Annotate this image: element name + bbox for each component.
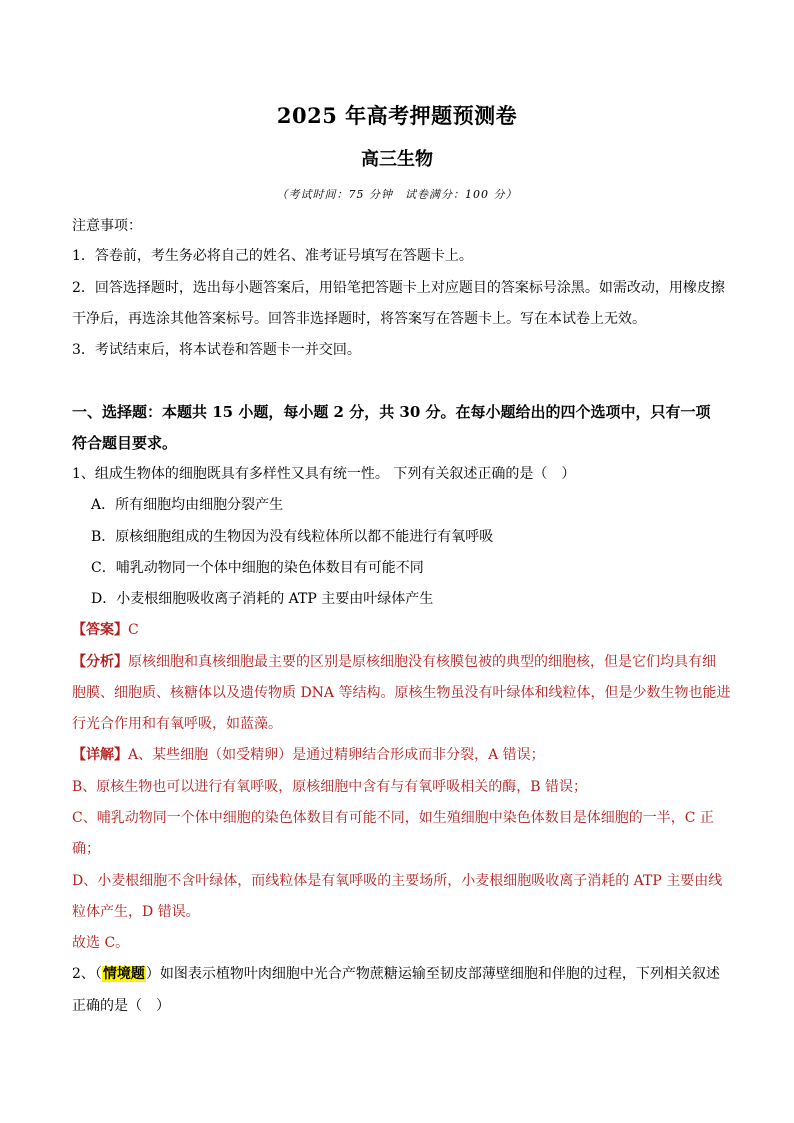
detail-line-2: B、原核生物也可以进行有氧呼吸，原核细胞中含有与有氧呼吸相关的酶，B 错误； xyxy=(72,779,588,795)
analysis-text-1: 原核细胞和真核细胞最主要的区别是原核细胞没有核膜包被的典型的细胞核，但是它们均具有细 xyxy=(128,654,716,670)
note-item-2-cont: 干净后，再选涂其他答案标号。回答非选择题时，将答案写在答题卡上。写在本试卷上无效。 xyxy=(72,311,646,327)
question-1-option-a: A．所有细胞均由细胞分裂产生 xyxy=(91,497,284,513)
answer-line xyxy=(72,620,139,640)
detail-line-4: 确； xyxy=(72,841,100,857)
detail-line-6: 粒体产生，D 错误。 xyxy=(72,904,200,920)
detail-text-1: A、某些细胞（如受精卵）是通过精卵结合形成而非分裂，A 错误； xyxy=(128,747,545,763)
question-2-prefix: 2、（ xyxy=(72,966,102,982)
note-item-2: 2．回答选择题时，选出每小题答案后，用铅笔把答题卡上对应题目的答案标号涂黑。如需改动，用橡皮擦 xyxy=(72,280,725,296)
detail-line-5: D、小麦根细胞不含叶绿体，而线粒体是有氧呼吸的主要场所，小麦根细胞吸收离子消耗的 ATP 主要由线 xyxy=(72,873,723,889)
question-1-stem: 1、组成生物体的细胞既具有多样性又具有统一性。 下列有关叙述正确的是（ ） xyxy=(72,466,576,482)
note-item-1: 1．答卷前，考生务必将自己的姓名、准考证号填写在答题卡上。 xyxy=(72,248,473,264)
note-item-3: 3．考试结束后，将本试卷和答题卡一并交回。 xyxy=(72,342,361,358)
notes-heading: 注意事项： xyxy=(72,218,142,234)
conclusion: 故选 C。 xyxy=(72,935,130,951)
question-2-stem-text: ）如图表示植物叶肉细胞中光合产物蔗糖运输至韧皮部薄壁细胞和伴胞的过程，下列相关叙述 xyxy=(145,966,720,982)
question-2-stem-cont: 正确的是（ ） xyxy=(72,998,170,1014)
analysis-line-1 xyxy=(72,652,716,672)
scenario-tag: 情境题 xyxy=(102,966,145,982)
answer-value: C xyxy=(128,622,139,638)
analysis-tag: 【分析】 xyxy=(72,654,128,670)
analysis-line-2: 胞膜、细胞质、核糖体以及遗传物质 DNA 等结构。原核生物虽没有叶绿体和线粒体，但是少数生物也能进 xyxy=(72,685,731,701)
detail-line-3: C、哺乳动物同一个体中细胞的染色体数目有可能不同，如生殖细胞中染色体数目是体细胞的一半，C 正 xyxy=(72,810,714,826)
detail-tag: 【详解】 xyxy=(72,747,128,763)
section-title-cont: 符合题目要求。 xyxy=(72,434,178,452)
question-2-stem xyxy=(72,964,720,984)
page-subtitle: 高三生物 xyxy=(361,149,433,170)
section-title: 一、选择题：本题共 15 小题，每小题 2 分，共 30 分。在每小题给出的四个选项中，只有一项 xyxy=(72,403,711,421)
question-1-option-c: C．哺乳动物同一个体中细胞的染色体数目有可能不同 xyxy=(91,560,424,576)
exam-info: （考试时间：75 分钟 试卷满分：100 分） xyxy=(276,188,518,201)
detail-line-1 xyxy=(72,745,545,765)
answer-tag: 【答案】 xyxy=(72,622,128,638)
question-1-option-d: D．小麦根细胞吸收离子消耗的 ATP 主要由叶绿体产生 xyxy=(91,591,434,607)
question-1-option-b: B．原核细胞组成的生物因为没有线粒体所以都不能进行有氧呼吸 xyxy=(91,529,494,545)
page-title: 2025 年高考押题预测卷 xyxy=(276,103,518,128)
analysis-line-3: 行光合作用和有氧呼吸，如蓝藻。 xyxy=(72,716,282,732)
